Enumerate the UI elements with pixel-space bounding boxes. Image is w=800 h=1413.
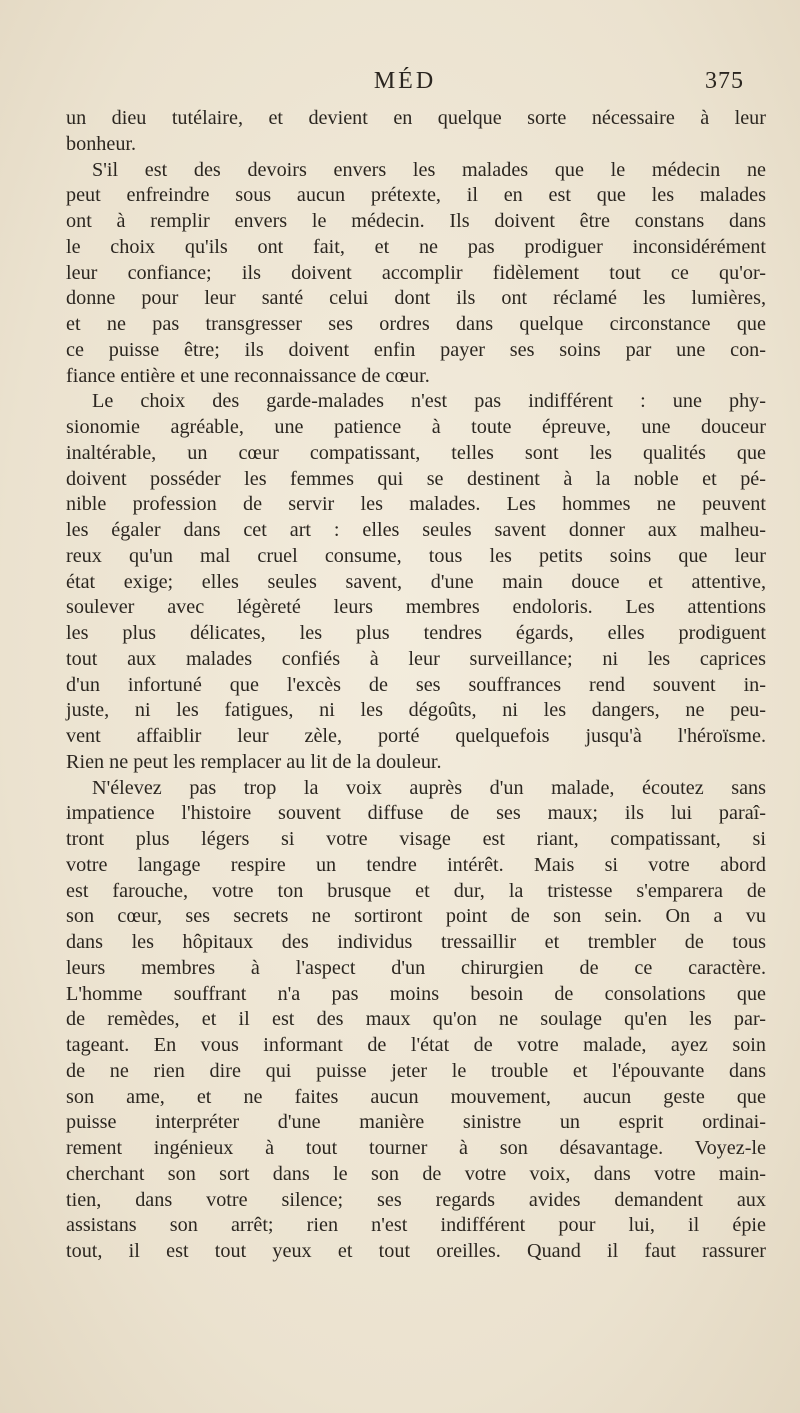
text-line: d'un infortuné que l'excès de ses souffrances rend souvent in- <box>66 673 766 696</box>
text-line: puisse interpréter d'une manière sinistre un esprit ordinai- <box>66 1111 766 1134</box>
text-line: son ame, et ne faites aucun mouvement, aucun geste que <box>66 1085 766 1108</box>
text-line: doivent posséder les femmes qui se destinent à la noble et pé- <box>66 467 766 490</box>
running-head: MÉD <box>373 68 437 94</box>
text-line: donne pour leur santé celui dont ils ont réclamé les lumières, <box>66 287 766 310</box>
text-line: reux qu'un mal cruel consume, tous les petits soins que leur <box>66 544 766 567</box>
text-line: bonheur. <box>66 132 137 155</box>
text-line: Le choix des garde-malades n'est pas indifférent : une phy- <box>92 390 766 413</box>
text-line: est farouche, votre ton brusque et dur, la tristesse s'emparera de <box>66 879 766 902</box>
text-line: les égaler dans cet art : elles seules savent donner aux malheu- <box>66 519 766 541</box>
text-line: L'homme souffrant n'a pas moins besoin de consolations que <box>66 982 766 1005</box>
text-line: rement ingénieux à tout tourner à son désavantage. Voyez-le <box>66 1137 766 1159</box>
page-header <box>66 68 744 108</box>
text-line: dans les hôpitaux des individus tressaillir et trembler de tous <box>66 931 766 953</box>
paragraph <box>66 389 766 775</box>
text-line: inaltérable, un cœur compatissant, telles sont les qualités que <box>66 441 766 464</box>
paragraph <box>66 106 766 158</box>
page-number: 375 <box>705 68 744 94</box>
text-line: état exige; elles seules savent, d'une main douce et attentive, <box>66 570 766 593</box>
text-line: tront plus légers si votre visage est riant, compatissant, si <box>66 828 766 850</box>
text-line: juste, ni les fatigues, ni les dégoûts, ni les dangers, ne peu- <box>66 699 766 722</box>
text-line: S'il est des devoirs envers les malades que le médecin ne <box>92 158 766 181</box>
text-line: leurs membres à l'aspect d'un chirurgien de ce caractère. <box>66 956 766 979</box>
text-line: nible profession de servir les malades. Les hommes ne peuvent <box>66 493 766 516</box>
text-line: peut enfreindre sous aucun prétexte, il en est que les malades <box>66 184 766 207</box>
text-line: assistans son arrêt; rien n'est indifférent pour lui, il épie <box>66 1214 766 1237</box>
text-line: N'élevez pas trop la voix auprès d'un malade, écoutez sans <box>92 776 766 799</box>
text-line: votre langage respire un tendre intérêt. Mais si votre abord <box>66 853 766 876</box>
text-line: soulever avec légèreté leurs membres endoloris. Les attentions <box>66 596 766 619</box>
text-line: leur confiance; ils doivent accomplir fidèlement tout ce qu'or- <box>66 261 766 284</box>
text-line: tout aux malades confiés à leur surveillance; ni les caprices <box>66 647 766 670</box>
text-line: ont à remplir envers le médecin. Ils doivent être constans dans <box>66 210 766 232</box>
text-line: les plus délicates, les plus tendres égards, elles prodiguent <box>66 622 766 644</box>
text-line: tout, il est tout yeux et tout oreilles. Quand il faut rassurer <box>66 1240 766 1262</box>
text-line: de remèdes, et il est des maux qu'on ne soulage qu'en les par- <box>66 1008 766 1031</box>
text-line: vent affaiblir leur zèle, porté quelquefois jusqu'à l'héroïsme. <box>66 725 766 747</box>
text-line: tageant. En vous informant de l'état de votre malade, ayez soin <box>66 1034 766 1056</box>
text-line: et ne pas transgresser ses ordres dans quelque circonstance que <box>66 313 766 335</box>
text-line: ce puisse être; ils doivent enfin payer ses soins par une con- <box>66 338 766 361</box>
body-text <box>66 106 766 1265</box>
paragraph <box>66 776 766 1265</box>
text-line: tien, dans votre silence; ses regards avides demandent aux <box>66 1188 766 1211</box>
text-line: fiance entière et une reconnaissance de cœur. <box>66 364 430 387</box>
text-line: sionomie agréable, une patience à toute épreuve, une douceur <box>66 416 766 438</box>
paragraph <box>66 158 766 390</box>
text-line: le choix qu'ils ont fait, et ne pas prodiguer inconsidérément <box>66 235 766 258</box>
text-line: impatience l'histoire souvent diffuse de ses maux; ils lui paraî- <box>66 802 766 825</box>
text-line: de ne rien dire qui puisse jeter le trouble et l'épouvante dans <box>66 1059 766 1082</box>
text-line: Rien ne peut les remplacer au lit de la douleur. <box>66 750 442 773</box>
text-line: un dieu tutélaire, et devient en quelque sorte nécessaire à leur <box>66 107 766 129</box>
text-line: cherchant son sort dans le son de votre voix, dans votre main- <box>66 1162 766 1185</box>
text-line: son cœur, ses secrets ne sortiront point de son sein. On a vu <box>66 905 766 928</box>
